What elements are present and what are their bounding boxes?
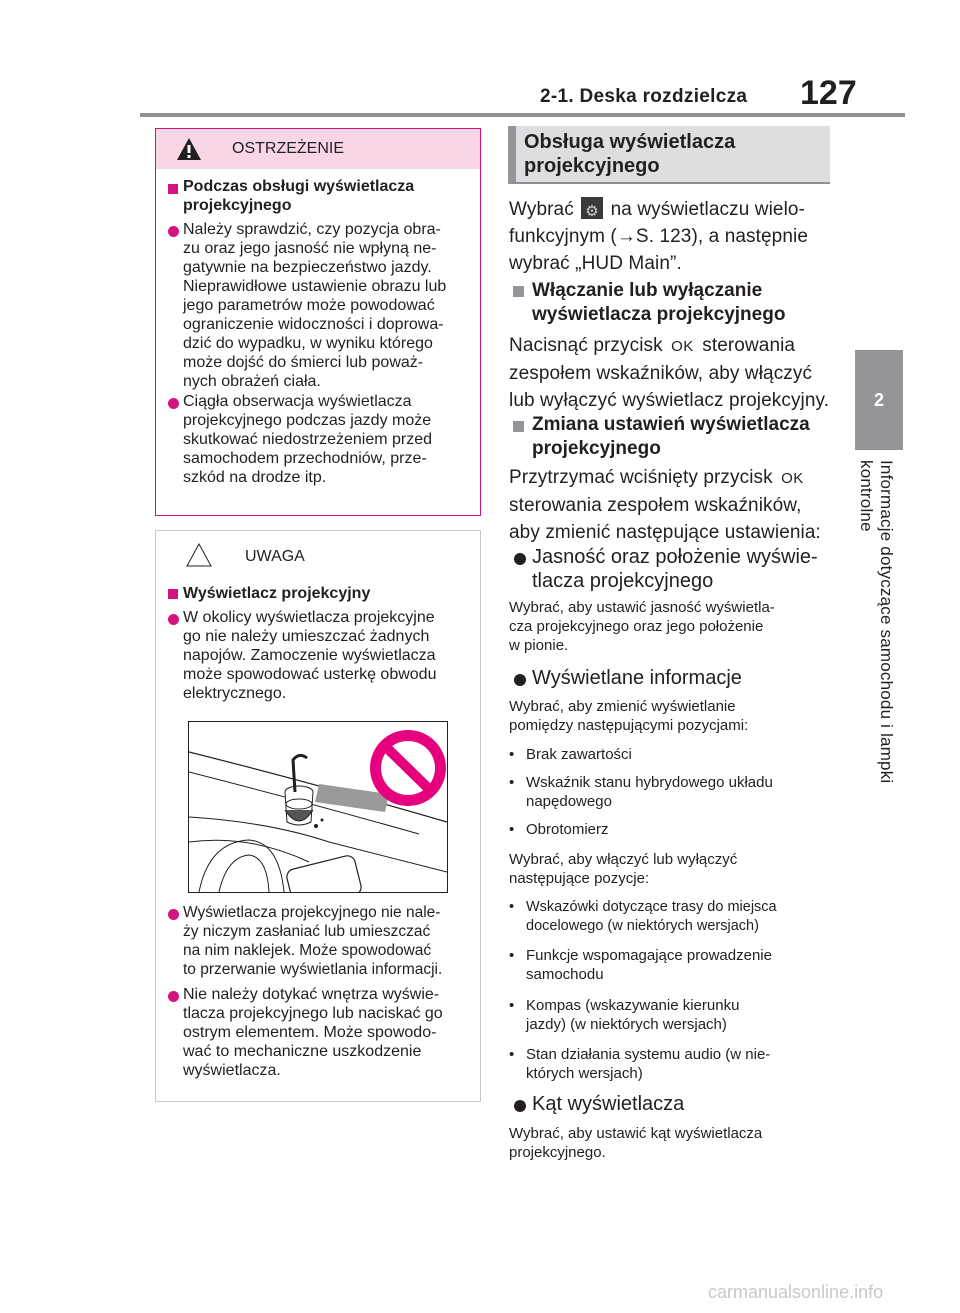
chapter-title: Informacje dotyczące samochodu i lampki kontrolne <box>857 460 896 784</box>
notice-subheading: Wyświetlacz projekcyjny <box>183 585 371 602</box>
change-settings-paragraph: Przytrzymać wciśnięty przycisk OK sterowania zespołem wskaźników, aby zmienić następujące ustawienia: <box>509 467 821 543</box>
info-bullet-7: • Stan działania systemu audio (w nie- których wersjach) <box>509 1046 771 1082</box>
gray-square-bullet <box>513 421 524 432</box>
notice-bullet-dot <box>168 991 179 1002</box>
info-bullet-1: • Brak zawartości <box>509 746 632 763</box>
notice-title: UWAGA <box>245 548 305 565</box>
info-bullet-5: • Funkcje wspomagające prowadzenie samochodu <box>509 947 772 983</box>
warning-triangle-icon <box>176 137 202 161</box>
ok-button-icon: OK <box>781 470 804 487</box>
notice-item-2: Wyświetlacza projekcyjnego nie nale- ży niczym zasłaniać lub umieszczać na nim naklejek. Może spowodować to przerwanie wyświetlania informacji. <box>183 904 443 978</box>
warning-square-bullet <box>168 184 178 194</box>
black-dot-bullet <box>514 674 526 686</box>
notice-item-1: W okolicy wyświetlacza projekcyjne go nie należy umieszczać żadnych napojów. Zamoczenie wyświetlacza może spowodować usterkę obwodu elektrycznego. <box>183 609 437 702</box>
notice-header <box>156 531 480 575</box>
notice-bullet-dot <box>168 909 179 920</box>
intro-paragraph: Wybrać ⚙ na wyświetlaczu wielo- funkcyjnym (→S. 123), a następnie wybrać „HUD Main”. <box>509 196 839 277</box>
caution-triangle-icon <box>186 543 212 567</box>
dashboard-drink-illustration <box>188 721 448 893</box>
warning-bullet-dot <box>168 398 179 409</box>
heading-underline <box>508 182 830 184</box>
info-bullet-2: • Wskaźnik stanu hybrydowego układu napędowego <box>509 774 773 810</box>
info-text: Wybrać, aby zmienić wyświetlanie pomiędzy następującymi pozycjami: <box>509 698 749 734</box>
black-dot-bullet <box>514 553 526 565</box>
header-divider <box>140 113 905 117</box>
warning-header <box>156 129 480 169</box>
angle-heading: Kąt wyświetlacza <box>532 1093 685 1115</box>
gray-square-bullet <box>513 286 524 297</box>
info-text-2: Wybrać, aby włączyć lub wyłączyć następujące pozycje: <box>509 851 738 887</box>
chapter-tab <box>855 350 903 450</box>
change-settings-heading: Zmiana ustawień wyświetlacza projekcyjnego <box>532 414 810 459</box>
notice-item-3: Nie należy dotykać wnętrza wyświe- tlacza projekcyjnego lub naciskać go ostrym elementem. Może spowodo- wać to mechaniczne uszkodzenie wyświetlacza. <box>183 986 443 1079</box>
notice-bullet-dot <box>168 614 179 625</box>
warning-item-1: Należy sprawdzić, czy pozycja obra- zu oraz jego jasność nie wpłyną ne- gatywnie na bezpieczeństwo jazdy. Nieprawidłowe ustawienie obrazu lub jego parametrów może powodować ograniczenie widoczności i doprowa- dzić do wypadku, w wyniku którego może dojść do śmierci lub poważ- nych obrażeń ciała. <box>183 221 447 390</box>
on-off-paragraph: Nacisnąć przycisk OK sterowania zespołem wskaźników, aby włączyć lub wyłączyć wyświetlacz projekcyjny. <box>509 335 830 411</box>
warning-title: OSTRZEŻENIE <box>232 140 345 157</box>
notice-square-bullet <box>168 589 178 599</box>
heading-accent-bar <box>508 126 516 182</box>
brightness-text: Wybrać, aby ustawić jasność wyświetla- cza projekcyjnego oraz jego położenie w pionie. <box>509 599 775 654</box>
settings-gear-icon <box>581 197 603 219</box>
section-heading: Obsługa wyświetlacza projekcyjnego <box>508 126 830 182</box>
section-title: 2-1. Deska rozdzielcza <box>540 86 748 107</box>
warning-item-2: Ciągła obserwacja wyświetlacza projekcyjnego podczas jazdy może skutkować niedostrzeżeniem przed samochodem przechodniów, prze- szkód na drodze itp. <box>183 393 433 486</box>
info-bullet-4: • Wskazówki dotyczące trasy do miejsca docelowego (w niektórych wersjach) <box>509 899 777 934</box>
page-number: 127 <box>800 74 857 112</box>
ok-button-icon: OK <box>671 338 694 355</box>
watermark: carmanualsonline.info <box>708 1282 884 1302</box>
warning-box <box>155 128 481 516</box>
brightness-heading: Jasność oraz położenie wyświe- tlacza projekcyjnego <box>532 546 818 592</box>
notice-box <box>155 530 481 1102</box>
info-bullet-3: • Obrotomierz <box>509 821 609 838</box>
chapter-number: 2 <box>873 390 884 410</box>
info-heading: Wyświetlane informacje <box>532 667 742 689</box>
on-off-heading: Włączanie lub wyłączanie wyświetlacza projekcyjnego <box>532 280 786 325</box>
black-dot-bullet <box>514 1100 526 1112</box>
angle-text: Wybrać, aby ustawić kąt wyświetlacza projekcyjnego. <box>509 1125 763 1161</box>
info-bullet-6: • Kompas (wskazywanie kierunku jazdy) (w niektórych wersjach) <box>509 997 740 1033</box>
warning-subheading: Podczas obsługi wyświetlacza projekcyjnego <box>183 178 415 214</box>
warning-bullet-dot <box>168 226 179 237</box>
